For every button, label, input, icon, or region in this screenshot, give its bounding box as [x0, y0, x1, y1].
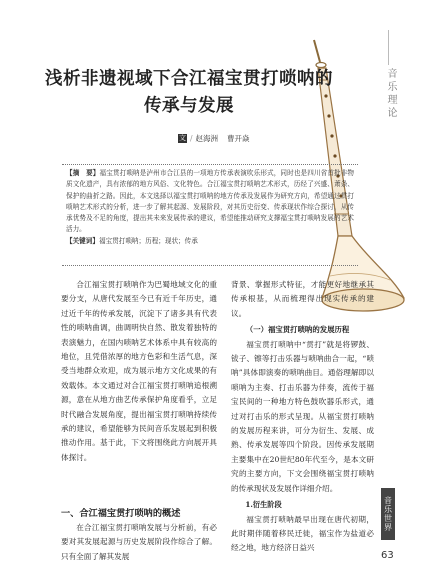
keywords-label: 【关键词】: [66, 236, 99, 245]
body-paragraph: 合江福宝贯打唢呐作为巴蜀地域文化的重要分支，从唐代发展至今已有近千年历史，通过近千年的传承发展，沉淀下了诸多具有代表性的唢呐曲调，曲调明快自然、散发着独特的表演魅力，在国内唢呐艺术体系中具有较高的地位，且凭借浓厚的地方色彩和生活气息，深受当地群众欢迎，成为展示地方文化成果的有效载体。本文通过对合江福宝贯打唢呐追根溯源，意在从地方曲艺传承保护角度看乎，立足时代融合发展角度，提出福宝贯打唢呐持续传承的建议，希望能够为民间音乐发展起到积极推动作用。基于此，下文将围绕此方向展开具体探讨。: [61, 280, 217, 462]
article-title: 浅析非遗视域下合江福宝贯打唢呐的传承与发展: [45, 69, 333, 116]
right-column: [231, 278, 374, 556]
body-paragraph: 福宝贯打唢呐中“贯打”就是将锣鼓、钹子、镲等打击乐器与唢呐曲合一起，“唢呐”具体即演奏的唢呐曲目。通俗理解即以唢呐为主奏、打击乐器为伴奏，流传于福宝民间的一种地方特色鼓吹器乐形式，通过对打击乐的形式呈现。从福宝贯打唢呐的发展历程来讲，可分为衍生、发展、成熟、传承发展等四个阶段。因传承发展期主要集中在20世纪80年代至今，是本文研究的主要方向，下文会围绕福宝贯打唢呐的传承现状及发展作详细介绍。: [231, 339, 374, 493]
column-title: 音乐理论: [385, 68, 396, 120]
body-paragraph: 福宝贯打唢呐最早出现在唐代初期，此时期伴随着移民迁徙，福宝作为盐道必经之地，地方经济日益兴: [231, 514, 374, 553]
byline-separator: /: [190, 134, 193, 143]
abstract-box: [62, 164, 358, 266]
side-rule: [388, 30, 389, 65]
section-heading: 一、合江福宝贯打唢呐的概述: [61, 508, 181, 519]
author-name: 赵海洲: [195, 134, 219, 143]
subsubsection-heading: 1.衍生阶段: [245, 500, 282, 510]
page-number: 63: [381, 550, 394, 561]
abstract-label: 【摘 要】: [66, 169, 100, 177]
byline-mark: 文: [179, 134, 186, 142]
section-tab: 音乐世界: [381, 488, 395, 540]
left-column: [61, 278, 217, 465]
body-paragraph: 背景、掌握形式特征，才能更好地继承其传承根基，从而梳理得出现实传承的建议。: [231, 280, 374, 318]
abstract-text: 福宝贯打唢呐是泸州市合江县的一项地方传承表演吹乐形式，同时也是四川省首批非物质文化遗产，具有浓郁的地方风俗、文化特色。合江福宝贯打唢呐艺术形式，历经了兴盛、萧条、保护的曲折之路。因此，本文选择以福宝贯打唢呐的地方传承及发展作为研究方向，希望通过贯打唢呐艺术形式的分析，进一步了解其起源、发展阶段，对其历史衍变、传承现状作综合探讨，从传承优势及不足的角度，提出其未来发展传承的建议，希望能推动研究支撑福宝贯打唢呐发展的艺术活力。: [66, 169, 355, 234]
subsection-heading: （一）福宝贯打唢呐的发展历程: [245, 325, 350, 335]
left-column-continued: [61, 521, 217, 564]
author-name: 曹开焱: [227, 134, 250, 143]
keywords-text: 福宝贯打唢呐；历程；现状；传承: [98, 236, 198, 245]
byline: [178, 133, 250, 144]
body-paragraph: 在合江福宝贯打唢呐发展与分析前，有必要对其发展起源与历史发展阶段作综合了解。只有全面了解其发展: [61, 523, 217, 561]
